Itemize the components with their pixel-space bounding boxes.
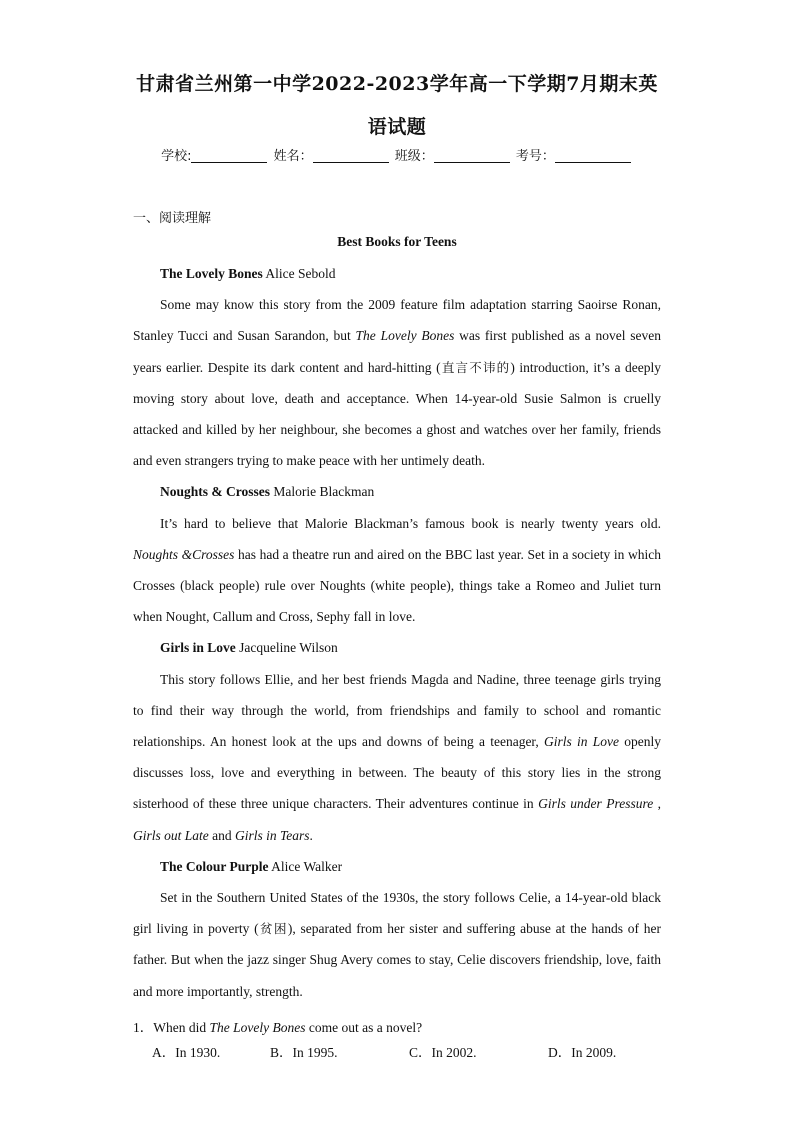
text-run: This story follows Ellie, and her best friends Magda and Nadine, three teenage girls trying to find their way through the world, from friendships and family to school and romantic relationships. An honest look at the ups and downs of being a teenager, — [133, 671, 661, 750]
book-title: Girls in Love — [160, 640, 236, 656]
italic-title: Girls in Tears — [235, 827, 310, 843]
book-title-line — [133, 258, 661, 289]
text-run: was first published as a novel seven years earlier. Despite its dark content and hard-hitting ( — [133, 328, 661, 375]
option-text: In 2009. — [571, 1045, 617, 1060]
exam-title-line1: 甘肃省兰州第一中学2022-2023学年高一下学期7月期末英 — [136, 73, 658, 95]
text-run: . — [309, 827, 313, 843]
italic-title: The Lovely Bones — [209, 1020, 306, 1035]
name-label: 姓名： — [273, 149, 313, 164]
option-text: In 1930. — [175, 1045, 221, 1060]
option-letter: B． — [270, 1045, 293, 1060]
exam-title-line2: 语试题 — [367, 116, 427, 138]
book-title-line — [133, 476, 661, 507]
text-run: ), separated from her sister and suffering abuse at the hands of her father. But when the jazz singer Shug Avery comes to stay, Celie discovers friendship, love, faith and more importantly, strength. — [133, 921, 662, 999]
book-title-line — [133, 632, 661, 663]
text-run: When did — [153, 1020, 210, 1035]
book-title: The Colour Purple — [160, 858, 269, 874]
question-number: 1． — [133, 1020, 154, 1035]
text-run: and — [208, 827, 236, 843]
option-letter: C． — [409, 1045, 432, 1060]
school-label: 学校: — [161, 149, 192, 164]
option-letter: A． — [152, 1045, 176, 1060]
option-b[interactable] — [270, 1043, 338, 1063]
text-run: has had a theatre run and aired on the BBC last year. Set in a society in which Crosses (black people) rule over Noughts (white people), things take a Romeo and Juliet turn when Nought, Callum and Cross, Sephy fall in love. — [133, 546, 661, 625]
chinese-gloss: 贫困 — [258, 921, 288, 937]
italic-title: Girls in Love — [544, 734, 619, 750]
option-d[interactable] — [548, 1043, 616, 1063]
school-field[interactable] — [191, 148, 267, 163]
passage-body — [133, 258, 661, 1007]
italic-title: The Lovely Bones — [355, 328, 455, 344]
italic-title: Noughts &Crosses — [133, 546, 235, 562]
option-a[interactable] — [152, 1043, 220, 1063]
passage-heading: Best Books for Teens — [337, 234, 457, 249]
book-title: The Lovely Bones — [160, 266, 263, 281]
book-description — [133, 508, 661, 633]
question-stem — [133, 1012, 422, 1043]
italic-title: Girls out Late — [133, 827, 209, 843]
book-description — [133, 289, 661, 476]
option-text: In 1995. — [292, 1045, 338, 1060]
italic-title: Girls under Pressure — [538, 796, 654, 812]
book-author: Malorie Blackman — [273, 484, 375, 500]
chinese-gloss: 直言不讳的 — [440, 359, 511, 375]
text-run: openly discusses loss, love and everything in between. The beauty of this story lies in the strong sisterhood of these three unique characters. Their adventures continue in — [133, 734, 661, 812]
section-title: 一、阅读理解 — [133, 211, 212, 226]
text-run: Set in the Southern United States of the 1930s, the story follows Celie, a 14-year-old black girl living in poverty ( — [133, 890, 661, 937]
number-field[interactable] — [555, 148, 631, 163]
text-run: , — [653, 796, 662, 812]
option-c[interactable] — [409, 1043, 477, 1063]
class-label: 班级： — [394, 149, 434, 164]
text-run: ) introduction, it’s a deeply moving story about love, death and acceptance. When 14-year-old Susie Salmon is cruelly attacked and killed by her neighbour, she becomes a ghost and watches over her family, friends and even strangers trying to make peace with her untimely death. — [133, 359, 662, 469]
option-letter: D． — [548, 1045, 572, 1060]
name-field[interactable] — [313, 148, 389, 163]
student-info-fields — [0, 145, 794, 164]
book-title-line — [133, 851, 661, 882]
class-field[interactable] — [434, 148, 510, 163]
book-title: Noughts & Crosses — [160, 484, 271, 500]
book-description — [133, 882, 661, 1007]
book-description — [133, 664, 661, 851]
text-run: come out as a novel? — [305, 1020, 423, 1035]
number-label: 考号： — [515, 149, 555, 164]
text-run: It’s hard to believe that Malorie Blackman’s famous book is nearly twenty years old. — [160, 515, 661, 531]
book-author: Alice Sebold — [265, 266, 336, 281]
option-text: In 2002. — [431, 1045, 477, 1060]
book-author: Jacqueline Wilson — [239, 640, 338, 656]
text-run: Some may know this story from the 2009 feature film adaptation starring Saoirse Ronan, Stanley Tucci and Susan Sarandon, but — [133, 297, 661, 344]
book-author: Alice Walker — [271, 858, 343, 874]
